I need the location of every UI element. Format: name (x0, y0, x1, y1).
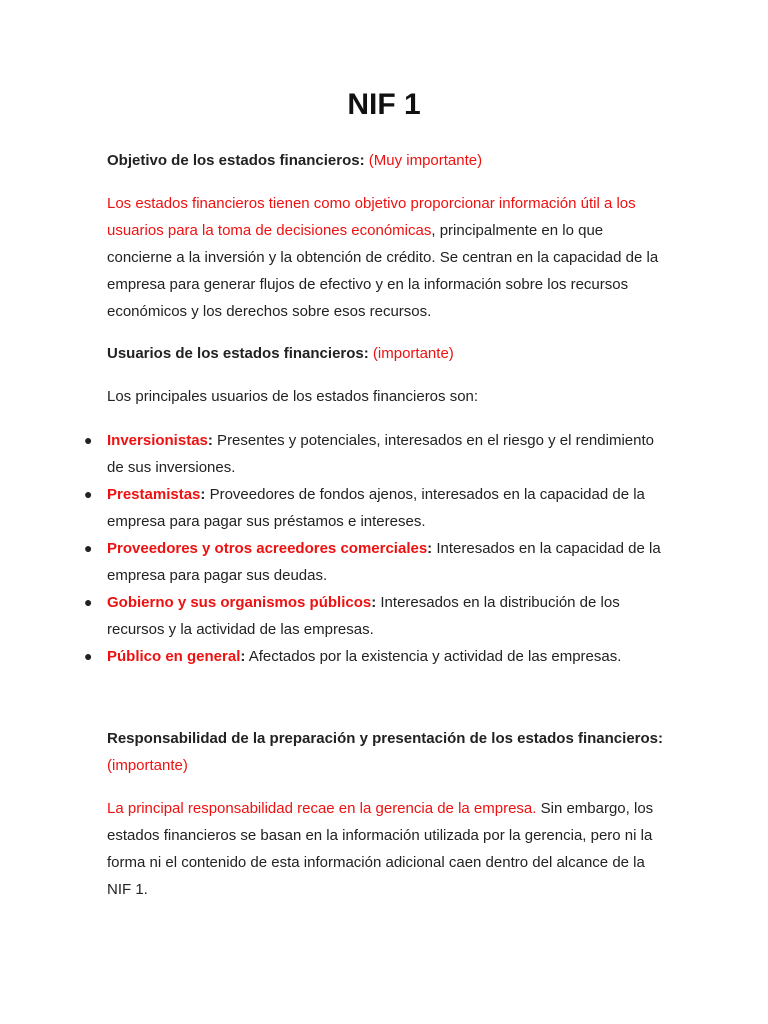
user-term: Proveedores y otros acreedores comerciales (107, 540, 428, 557)
importance-tag: (Muy importante) (368, 152, 483, 169)
users-intro: Los principales usuarios de los estados financieros son: (107, 388, 479, 405)
users-heading (107, 340, 667, 367)
term-colon: : (207, 432, 213, 449)
highlighted-text: Los estados financieros tienen como objetivo proporcionar información útil a los usuarios para la toma de decisiones económicas (107, 195, 636, 239)
section-heading: Objetivo de los estados financieros: (107, 152, 365, 169)
user-description: Proveedores de fondos ajenos, interesados en la capacidad de la empresa para pagar sus préstamos e intereses. (107, 486, 645, 530)
section-heading: Responsabilidad de la preparación y presentación de los estados financieros: (107, 730, 663, 747)
user-description: Interesados en la capacidad de la empresa para pagar sus deudas. (107, 540, 661, 584)
user-description: Presentes y potenciales, interesados en el riesgo y el rendimiento de sus inversiones. (107, 432, 654, 476)
bullet-icon: ● (84, 432, 93, 448)
term-colon: : (371, 594, 377, 611)
bullet-icon: ● (84, 540, 93, 556)
term-colon: : (200, 486, 206, 503)
objective-heading (107, 147, 667, 174)
term-colon: : (240, 648, 246, 665)
bullet-icon: ● (84, 486, 93, 502)
user-term: Inversionistas (107, 432, 208, 449)
user-term: Prestamistas (107, 486, 201, 503)
list-item (84, 643, 667, 670)
bullet-icon: ● (84, 648, 93, 664)
responsibility-heading (107, 725, 667, 779)
user-term: Público en general (107, 648, 241, 665)
list-item (84, 427, 667, 481)
paragraph-text: Sin embargo, los estados financieros se basan en la información utilizada por la gerencia, pero ni la forma ni el contenido de esta información adicional caen dentro del alcance de la NIF 1. (107, 800, 654, 898)
user-term: Gobierno y sus organismos públicos (107, 594, 372, 611)
user-description: Afectados por la existencia y actividad de las empresas. (245, 648, 622, 665)
page-title: NIF 1 (347, 88, 421, 121)
user-description: Interesados en la distribución de los recursos y la actividad de las empresas. (107, 594, 620, 638)
highlighted-text: La principal responsabilidad recae en la gerencia de la empresa. (107, 800, 537, 817)
importance-tag: (importante) (372, 345, 454, 362)
importance-tag: (importante) (107, 757, 188, 774)
list-item (84, 481, 667, 535)
section-heading: Usuarios de los estados financieros: (107, 345, 369, 362)
bullet-icon: ● (84, 594, 93, 610)
objective-paragraph (107, 190, 667, 325)
users-list (84, 427, 667, 670)
responsibility-paragraph (107, 795, 667, 903)
paragraph-text: , principalmente en lo que concierne a la inversión y la obtención de crédito. Se centran en la capacidad de la empresa para generar flujos de efectivo y en la información sobre los recursos económicos y los derechos sobre esos recursos. (107, 222, 659, 320)
term-colon: : (427, 540, 433, 557)
list-item (84, 535, 667, 589)
list-item (84, 589, 667, 643)
